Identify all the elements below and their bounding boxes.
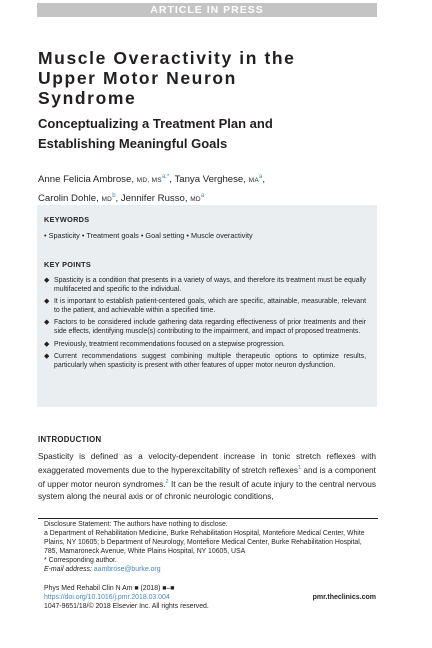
author-name: Anne Felicia Ambrose, <box>38 174 134 186</box>
author-name: Carolin Dohle, <box>38 192 99 204</box>
key-point <box>44 352 366 370</box>
corresponding-author: * Corresponding author. <box>44 557 117 564</box>
article-in-press-banner: ARTICLE IN PRESS <box>37 3 377 17</box>
journal-info <box>44 584 244 612</box>
author-degree: MA <box>248 177 259 185</box>
author-list <box>38 170 378 207</box>
bullet-icon: • <box>140 231 144 240</box>
key-point-text: Factors to be considered include gathering data regarding effectiveness of prior treatments and their side effects, identifying muscle(s) contributing to the impairment, and impact of proposed treatments. <box>54 319 366 336</box>
email-line <box>44 565 374 574</box>
introduction-paragraph <box>38 450 376 502</box>
key-points-list <box>44 276 366 373</box>
issn-copyright: 1047-9651/18/© 2018 Elsevier Inc. All rights reserved. <box>44 603 209 611</box>
article-subtitle <box>38 114 378 153</box>
bullet-icon: • <box>44 231 47 240</box>
diamond-bullet-icon: ◆ <box>44 319 50 327</box>
diamond-bullet-icon: ◆ <box>44 352 50 360</box>
footnote-divider <box>38 518 378 519</box>
disclosure-statement: Disclosure Statement: The authors have nothing to disclose. <box>44 521 228 528</box>
author-affiliation-mark[interactable]: a,* <box>161 174 170 180</box>
keyword: Goal setting <box>145 231 185 240</box>
key-point <box>44 340 366 349</box>
introduction-heading: INTRODUCTION <box>38 435 102 444</box>
title-line: Upper Motor Neuron <box>38 68 237 88</box>
keyword: Treatment goals <box>86 231 139 240</box>
author-name: Jennifer Russo, <box>120 192 188 204</box>
journal-website[interactable]: pmr.theclinics.com <box>312 594 376 601</box>
keyword: Spasticity <box>48 231 80 240</box>
author-line: Anne Felicia Ambrose, MD, $MS^{a,*}$, Tanya Verghese, $MA^a$, <box>38 174 265 186</box>
author-affiliation-mark[interactable]: b <box>112 192 116 199</box>
key-point <box>44 276 366 294</box>
key-points-heading: KEY POINTS <box>44 260 92 269</box>
author-degree: MD, MS <box>136 177 162 185</box>
body-text: It can be the result of acute injury to the central nervous system along the neural axis or of chronic neurologic conditions, <box>38 478 376 501</box>
diamond-bullet-icon: ◆ <box>44 340 50 348</box>
diamond-bullet-icon: ◆ <box>44 277 50 284</box>
author-line: Carolin Dohle, $MD^b$, Jennifer Russo, $MD^a$ <box>38 192 205 204</box>
key-point-text: Spasticity is a condition that presents in a variety of ways, and therefore its treatment must be equally multifaceted and specific to the individual. <box>54 277 366 294</box>
email-label: E-mail address: <box>44 566 94 573</box>
author-affiliation-mark[interactable]: a <box>258 174 263 180</box>
bullet-icon: • <box>81 231 85 240</box>
subtitle-line: Conceptualizing a Treatment Plan and <box>38 116 273 131</box>
author-degree: MD <box>101 195 113 203</box>
reference-link[interactable]: 1 <box>298 465 302 472</box>
bullet-icon: • <box>186 231 189 240</box>
affiliations: a Department of Rehabilitation Medicine, Burke Rehabilitation Hospital, Montefiore Medical Center, White Plains, NY 10605; b Department of Neurology, Montefiore Medical Center, Burke Rehabilitation Hospital, 785, Mamaroneck Avenue, White Plains Hospital, NY 10605, USA <box>44 530 365 555</box>
key-point-text: It is important to establish patient-centered goals, which are specific, attainable, measurable, relevant to the patient, and achievable within a specified time. <box>54 298 366 315</box>
subtitle-line: Establishing Meaningful Goals <box>38 135 228 151</box>
title-line: Syndrome <box>38 88 137 108</box>
footnotes <box>44 520 374 574</box>
body-text: and is a component of upper motor neuron syndromes. <box>38 464 376 489</box>
doi-link[interactable]: https://doi.org/10.1016/j.pmr.2018.03.004 <box>44 594 170 602</box>
key-point-text: Previously, treatment recommendations focused on a stepwise progression. <box>54 340 285 348</box>
article-title <box>38 48 368 108</box>
author-affiliation-mark[interactable]: a <box>200 192 205 199</box>
title-line: Muscle Overactivity in the <box>38 48 296 68</box>
key-point <box>44 297 366 315</box>
diamond-bullet-icon: ◆ <box>44 298 50 306</box>
author-degree: MD <box>190 195 201 203</box>
key-point-text: Current recommendations suggest combining multiple therapeutic options to optimize results, particularly when spasticity is present with other features of upper motor neuron dysfunction. <box>54 352 366 369</box>
keywords-heading: KEYWORDS <box>44 215 90 224</box>
author-name: Tanya Verghese, <box>174 174 246 186</box>
email-link[interactable]: aambrose@burke.org <box>93 566 161 573</box>
reference-link[interactable]: 2 <box>165 478 169 485</box>
keyword: Muscle overactivity <box>191 231 253 240</box>
journal-citation: Phys Med Rehabil Clin N Am ■ (2018) ■–■ <box>44 585 175 592</box>
keywords-list <box>44 231 374 240</box>
body-text: Spasticity is defined as a velocity-dependent increase in tonic stretch reflexes with exaggerated movements due to the hyperexcitability of stretch reflexes <box>38 451 376 475</box>
key-point <box>44 318 366 336</box>
